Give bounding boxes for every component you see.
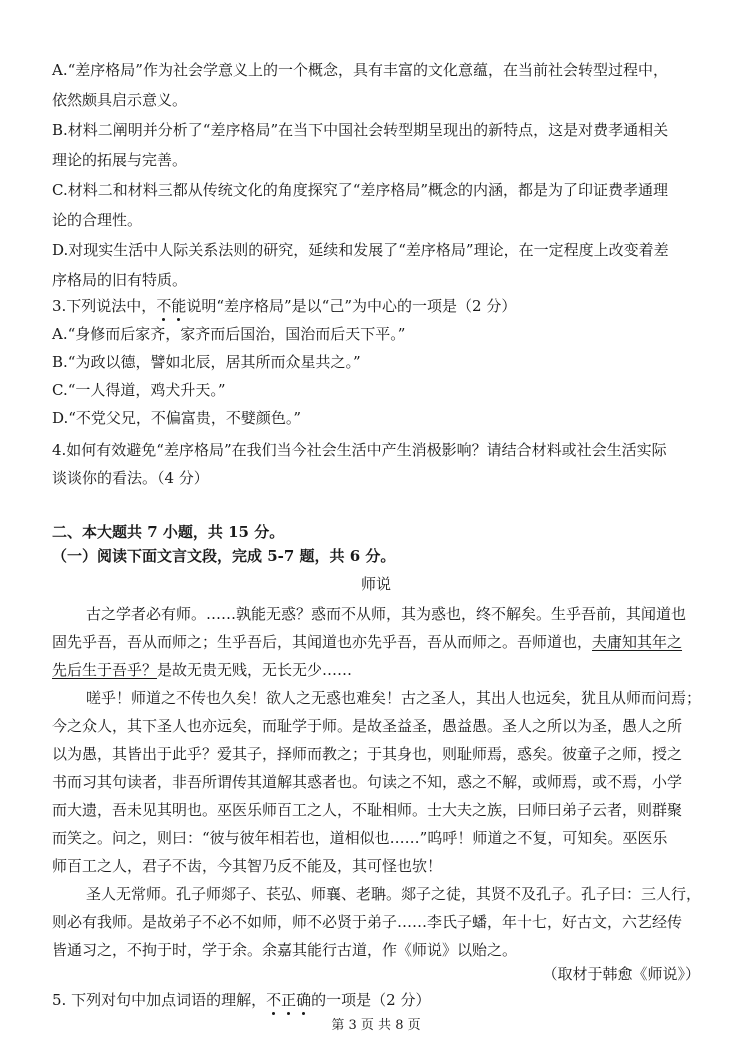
question-5-stem (52, 990, 712, 1010)
emphasis-char: 能 (171, 297, 187, 315)
passage-line: 则必有我师。是故弟子不必不如师，师不必贤于弟子……李氏子蟠，年十七，好古文，六艺经传 (52, 913, 683, 931)
passage-line: 今之众人，其下圣人也亦远矣，而耻学于师。是故圣益圣，愚益愚。圣人之所以为圣，愚人之所 (52, 717, 683, 735)
passage-line: 书而习其句读者，非吾所谓传其道解其惑者也。句读之不知，惑之不解，或师焉，或不焉，小学 (52, 773, 683, 791)
question-3-option-a: A.“身修而后家齐，家齐而后国治，国治而后天下平。” (52, 325, 406, 343)
option-d-line-2: 序格局的旧有特质。 (52, 271, 188, 289)
passage-line (52, 632, 712, 652)
passage-line: 圣人无常师。孔子师郯子、苌弘、师襄、老聃。郯子之徒，其贤不及孔子。孔子曰：三人行， (86, 885, 702, 903)
stem-text: 说明“差序格局”是以“己”为中心的一项是（2 分） (186, 297, 517, 315)
option-d-line-1: D.对现实生活中人际关系法则的研究，延续和发展了“差序格局”理论，在一定程度上改变着差 (52, 241, 669, 259)
passage-text: 固先乎吾，吾从而师之；生乎吾后，其闻道也亦先乎吾，吾从而师之。吾师道也， (52, 633, 593, 651)
page-number: 第 3 页 共 8 页 (331, 1018, 421, 1033)
underlined-text: 夫庸知其年之 (592, 633, 683, 651)
passage-line: 古之学者必有师。……孰能无惑？惑而不从师，其为惑也，终不解矣。生乎吾前，其闻道也 (86, 605, 687, 623)
option-c-line-2: 论的合理性。 (52, 211, 143, 229)
passage-line: 师百工之人，君子不齿，今其智乃反不能及，其可怪也欤！ (52, 857, 443, 875)
question-3-stem (52, 296, 712, 316)
emphasis-char: 正 (281, 991, 297, 1009)
section-heading: 二、本大题共 7 小题，共 15 分。 (52, 523, 285, 541)
passage-title: 师说 (360, 575, 391, 593)
passage-source: （取材于韩愈《师说》） (542, 965, 700, 983)
stem-text: 的一项是（2 分） (311, 991, 431, 1009)
option-b-line-2: 理论的拓展与完善。 (52, 151, 188, 169)
emphasis-char: 确 (296, 991, 312, 1009)
question-3-option-c: C.“一人得道，鸡犬升天。” (52, 381, 226, 399)
passage-line: 皆通习之，不拘于时，学于余。余嘉其能行古道，作《师说》以贻之。 (52, 941, 518, 959)
option-b-line-1: B.材料二阐明并分析了“差序格局”在当下中国社会转型期呈现出的新特点，这是对费孝通相关 (52, 121, 669, 139)
stem-text: 3.下列说法中， (52, 297, 157, 315)
option-c-line-1: C.材料二和材料三都从传统文化的角度探究了“差序格局”概念的内涵，都是为了印证费孝通理 (52, 181, 669, 199)
sub-section-heading: （一）阅读下面文言文段，完成 5-7 题，共 6 分。 (52, 547, 396, 565)
emphasis-char: 不 (266, 991, 282, 1009)
passage-line: 而大遗，吾未见其明也。巫医乐师百工之人，不耻相师。士大夫之族，曰师曰弟子云者，则群聚 (52, 801, 683, 819)
passage-line: 以为愚，其皆出于此乎？爱其子，择师而教之；于其身也，则耻师焉，惑矣。彼童子之师，授之 (52, 745, 683, 763)
question-3-option-b: B.“为政以德，譬如北辰，居其所而众星共之。” (52, 353, 361, 371)
option-a-line-1: A.“差序格局”作为社会学意义上的一个概念，具有丰富的文化意蕴，在当前社会转型过程中， (52, 61, 668, 79)
question-4-line-2: 谈谈你的看法。（4 分） (52, 469, 209, 487)
emphasis-char: 不 (156, 297, 172, 315)
passage-text: 是故无贵无贱，无长无少…… (157, 661, 353, 679)
question-3-option-d: D.“不党父兄，不偏富贵，不嬖颜色。” (52, 409, 302, 427)
passage-line (52, 660, 712, 680)
passage-line: 嗟乎！师道之不传也久矣！欲人之无惑也难矣！古之圣人，其出人也远矣，犹且从师而问焉； (86, 689, 702, 707)
option-a-line-2: 依然颇具启示意义。 (52, 91, 188, 109)
stem-text: 5. 下列对句中加点词语的理解， (52, 991, 267, 1009)
question-4-line-1: 4.如何有效避免“差序格局”在我们当今社会生活中产生消极影响？请结合材料或社会生活实际 (52, 441, 667, 459)
underlined-text: 先后生于吾乎？ (52, 661, 158, 679)
passage-line: 而笑之。问之，则曰：“彼与彼年相若也，道相似也……”呜呼！师道之不复，可知矣。巫医乐 (52, 829, 668, 847)
